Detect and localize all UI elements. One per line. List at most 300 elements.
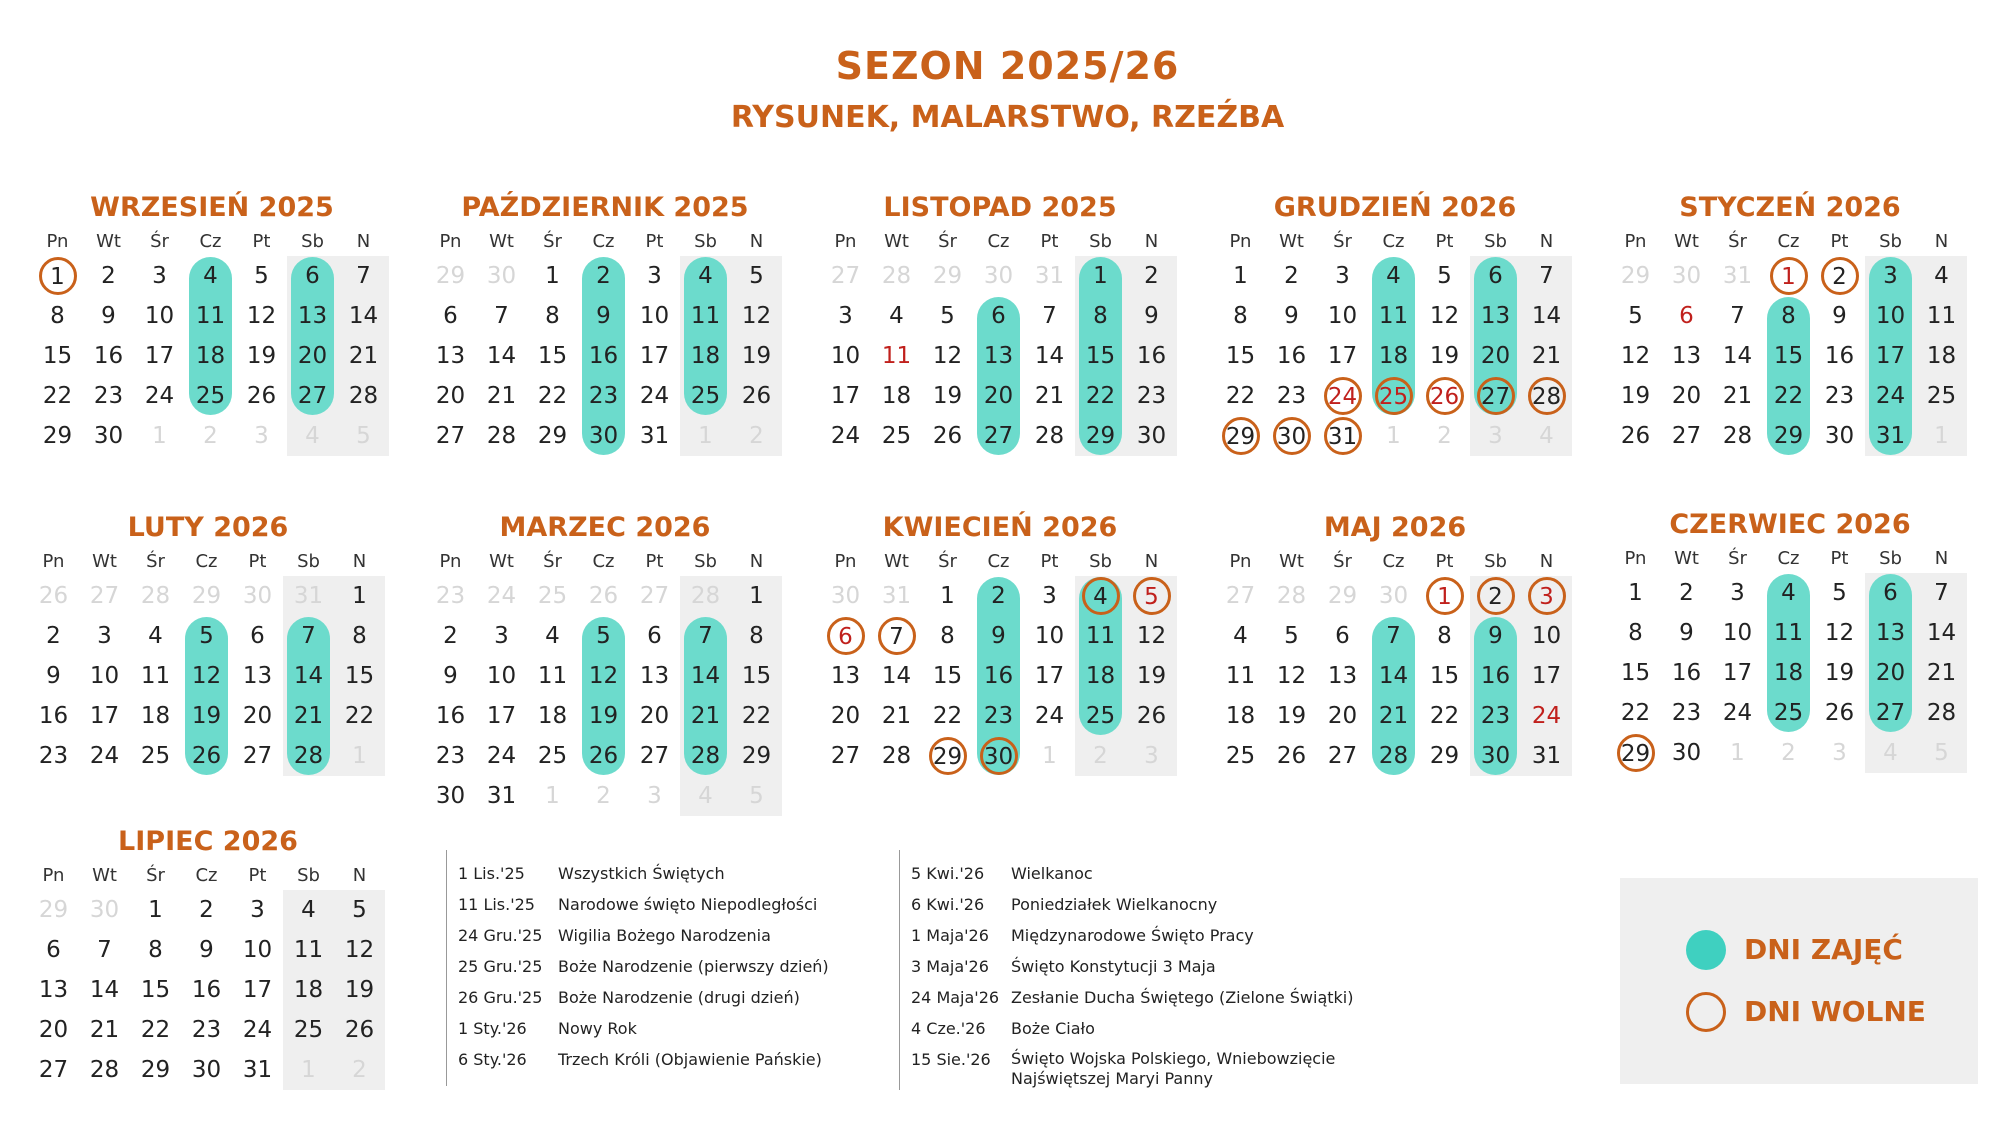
day-cell: 12 bbox=[741, 303, 772, 329]
day-cell: 18 bbox=[1085, 663, 1116, 689]
weekday-header: N bbox=[1934, 548, 1949, 569]
day-cell: 6 bbox=[991, 303, 1006, 329]
day-cell: 18 bbox=[1378, 343, 1409, 369]
holiday-date: 25 Gru.'25 bbox=[458, 957, 543, 976]
day-cell: 5 bbox=[352, 897, 367, 923]
day-cell: 13 bbox=[38, 977, 69, 1003]
day-cell: 18 bbox=[195, 343, 226, 369]
holiday-row bbox=[901, 889, 1461, 920]
weekday-header: Wt bbox=[1279, 551, 1304, 572]
day-cell: 30 bbox=[191, 1057, 222, 1083]
day-cell: 14 bbox=[293, 663, 324, 689]
other-month-day: 1 bbox=[352, 743, 367, 769]
day-cell: 7 bbox=[698, 623, 713, 649]
day-cell: 26 bbox=[1276, 743, 1307, 769]
day-cell: 25 bbox=[690, 383, 721, 409]
day-cell: 31 bbox=[639, 423, 670, 449]
day-cell: 14 bbox=[1034, 343, 1065, 369]
holiday-date: 26 Gru.'25 bbox=[458, 988, 543, 1007]
other-month-day: 1 bbox=[301, 1057, 316, 1083]
day-cell: 22 bbox=[140, 1017, 171, 1043]
other-month-day: 2 bbox=[1437, 423, 1452, 449]
holiday-row bbox=[448, 858, 888, 889]
day-cell: 6 bbox=[46, 937, 61, 963]
other-month-day: 31 bbox=[881, 583, 912, 609]
other-month-day: 28 bbox=[881, 263, 912, 289]
holiday-row bbox=[448, 982, 888, 1013]
day-cell: 1 bbox=[1233, 263, 1248, 289]
day-cell: 27 bbox=[1470, 376, 1521, 416]
other-month-day: 27 bbox=[639, 583, 670, 609]
day-cell: 10 bbox=[1034, 623, 1065, 649]
day-cell: 4 bbox=[1075, 576, 1126, 616]
weekday-header: Śr bbox=[543, 551, 562, 572]
day-cell: 25 bbox=[195, 383, 226, 409]
day-cell: 2 bbox=[101, 263, 116, 289]
day-cell: 30 bbox=[1671, 740, 1702, 766]
day-cell: 8 bbox=[148, 937, 163, 963]
day-cell: 12 bbox=[932, 343, 963, 369]
day-cell: 23 bbox=[1136, 383, 1167, 409]
day-cell: 1 bbox=[1093, 263, 1108, 289]
other-month-day: 1 bbox=[698, 423, 713, 449]
day-cell: 19 bbox=[588, 703, 619, 729]
weekday-header: Śr bbox=[1333, 231, 1352, 252]
day-cell: 5 bbox=[254, 263, 269, 289]
other-month-day: 30 bbox=[983, 263, 1014, 289]
weekday-header: Pt bbox=[248, 865, 267, 886]
day-cell: 30 bbox=[1480, 743, 1511, 769]
weekday-header: Pt bbox=[248, 551, 267, 572]
month-grid bbox=[28, 548, 388, 776]
holiday-name: Święto Wojska Polskiego, Wniebowzięcie Najświętszej Maryi Panny bbox=[1011, 1049, 1336, 1088]
day-cell: 23 bbox=[38, 743, 69, 769]
weekday-header: Sb bbox=[297, 551, 320, 572]
weekday-header: Wt bbox=[1674, 231, 1699, 252]
day-cell: 1 bbox=[545, 263, 560, 289]
day-cell: 6 bbox=[443, 303, 458, 329]
holiday-row bbox=[901, 858, 1461, 889]
day-cell: 29 bbox=[1215, 416, 1266, 456]
day-cell: 26 bbox=[1620, 423, 1651, 449]
day-cell: 29 bbox=[1773, 423, 1804, 449]
holiday-date: 1 Lis.'25 bbox=[458, 864, 525, 883]
day-cell: 12 bbox=[191, 663, 222, 689]
day-cell: 8 bbox=[1093, 303, 1108, 329]
orange-circle-icon bbox=[1686, 992, 1726, 1032]
other-month-day: 2 bbox=[203, 423, 218, 449]
day-cell: 7 bbox=[356, 263, 371, 289]
day-cell: 7 bbox=[97, 937, 112, 963]
weekday-header: Pn bbox=[1624, 548, 1647, 569]
day-cell: 14 bbox=[348, 303, 379, 329]
day-cell: 11 bbox=[1773, 620, 1804, 646]
other-month-day: 28 bbox=[140, 583, 171, 609]
day-cell: 21 bbox=[881, 703, 912, 729]
day-cell: 22 bbox=[1085, 383, 1116, 409]
day-cell: 9 bbox=[1144, 303, 1159, 329]
holiday-date: 1 Maja'26 bbox=[911, 926, 989, 945]
weekday-header: Cz bbox=[1777, 231, 1800, 252]
day-cell: 24 bbox=[144, 383, 175, 409]
day-cell: 28 bbox=[293, 743, 324, 769]
weekday-header: Pn bbox=[1229, 551, 1252, 572]
holiday-name: Poniedziałek Wielkanocny bbox=[1011, 895, 1218, 914]
day-cell: 4 bbox=[203, 263, 218, 289]
other-month-day: 4 bbox=[305, 423, 320, 449]
holiday-list-left bbox=[448, 858, 888, 1075]
weekday-header: Cz bbox=[1382, 231, 1405, 252]
day-cell: 23 bbox=[983, 703, 1014, 729]
weekday-header: Cz bbox=[1382, 551, 1405, 572]
legend-divider bbox=[446, 850, 447, 1086]
day-cell: 16 bbox=[435, 703, 466, 729]
other-month-day: 27 bbox=[89, 583, 120, 609]
day-cell: 16 bbox=[1480, 663, 1511, 689]
day-cell: 21 bbox=[89, 1017, 120, 1043]
day-cell: 24 bbox=[242, 1017, 273, 1043]
day-cell: 2 bbox=[199, 897, 214, 923]
weekday-header: Cz bbox=[987, 231, 1010, 252]
day-cell: 7 bbox=[1934, 580, 1949, 606]
day-cell: 6 bbox=[1488, 263, 1503, 289]
weekday-header: Wt bbox=[884, 551, 909, 572]
day-cell: 27 bbox=[435, 423, 466, 449]
day-cell: 29 bbox=[1610, 733, 1661, 773]
day-cell: 1 bbox=[749, 583, 764, 609]
holiday-date: 15 Sie.'26 bbox=[911, 1050, 991, 1069]
page-subtitle: RYSUNEK, MALARSTWO, RZEŹBA bbox=[730, 100, 1285, 135]
other-month-day: 2 bbox=[596, 783, 611, 809]
day-cell: 13 bbox=[983, 343, 1014, 369]
day-cell: 6 bbox=[1679, 303, 1694, 329]
day-cell: 26 bbox=[1419, 376, 1470, 416]
day-cell: 23 bbox=[93, 383, 124, 409]
day-cell: 26 bbox=[344, 1017, 375, 1043]
day-cell: 22 bbox=[537, 383, 568, 409]
day-cell: 19 bbox=[1136, 663, 1167, 689]
day-cell: 7 bbox=[1539, 263, 1554, 289]
other-month-day: 3 bbox=[1144, 743, 1159, 769]
day-cell: 13 bbox=[1671, 343, 1702, 369]
holiday-name: Zesłanie Ducha Świętego (Zielone Świątki) bbox=[1011, 988, 1354, 1007]
weekday-header: Wt bbox=[1674, 548, 1699, 569]
day-cell: 21 bbox=[690, 703, 721, 729]
day-cell: 12 bbox=[1276, 663, 1307, 689]
holiday-name: Nowy Rok bbox=[558, 1019, 637, 1038]
day-cell: 8 bbox=[940, 623, 955, 649]
other-month-day: 29 bbox=[191, 583, 222, 609]
day-cell: 27 bbox=[1327, 743, 1358, 769]
day-cell: 9 bbox=[1488, 623, 1503, 649]
holiday-date: 24 Gru.'25 bbox=[458, 926, 543, 945]
day-cell: 27 bbox=[830, 743, 861, 769]
day-cell: 16 bbox=[1671, 660, 1702, 686]
day-cell: 16 bbox=[38, 703, 69, 729]
month-grid bbox=[1215, 228, 1575, 456]
day-cell: 22 bbox=[1773, 383, 1804, 409]
day-cell: 24 bbox=[1875, 383, 1906, 409]
day-cell: 30 bbox=[1824, 423, 1855, 449]
day-cell: 11 bbox=[690, 303, 721, 329]
month-grid bbox=[28, 862, 388, 1090]
weekday-header: Pt bbox=[1830, 231, 1849, 252]
day-cell: 1 bbox=[1628, 580, 1643, 606]
day-cell: 4 bbox=[698, 263, 713, 289]
day-cell: 5 bbox=[199, 623, 214, 649]
day-cell: 13 bbox=[1480, 303, 1511, 329]
day-cell: 27 bbox=[983, 423, 1014, 449]
day-cell: 15 bbox=[1773, 343, 1804, 369]
day-cell: 23 bbox=[588, 383, 619, 409]
other-month-day: 2 bbox=[1093, 743, 1108, 769]
day-cell: 16 bbox=[983, 663, 1014, 689]
day-cell: 2 bbox=[991, 583, 1006, 609]
legend-classes-label: DNI ZAJĘĆ bbox=[1744, 933, 1903, 966]
day-cell: 26 bbox=[741, 383, 772, 409]
holiday-date: 4 Cze.'26 bbox=[911, 1019, 986, 1038]
day-cell: 27 bbox=[242, 743, 273, 769]
day-cell: 28 bbox=[89, 1057, 120, 1083]
weekday-header: Cz bbox=[195, 865, 218, 886]
other-month-day: 3 bbox=[1488, 423, 1503, 449]
day-cell: 11 bbox=[195, 303, 226, 329]
holiday-date: 24 Maja'26 bbox=[911, 988, 1000, 1007]
weekday-header: N bbox=[352, 551, 367, 572]
weekday-header: Pn bbox=[42, 865, 65, 886]
day-cell: 15 bbox=[1085, 343, 1116, 369]
day-cell: 26 bbox=[246, 383, 277, 409]
weekday-header: Pt bbox=[1040, 551, 1059, 572]
holiday-row bbox=[448, 920, 888, 951]
other-month-day: 26 bbox=[38, 583, 69, 609]
day-cell: 30 bbox=[435, 783, 466, 809]
holiday-date: 3 Maja'26 bbox=[911, 957, 989, 976]
holiday-name: Międzynarodowe Święto Pracy bbox=[1011, 926, 1254, 945]
day-cell: 29 bbox=[140, 1057, 171, 1083]
other-month-day: 1 bbox=[1730, 740, 1745, 766]
day-cell: 9 bbox=[1832, 303, 1847, 329]
day-cell: 10 bbox=[1875, 303, 1906, 329]
other-month-day: 27 bbox=[830, 263, 861, 289]
day-cell: 30 bbox=[1136, 423, 1167, 449]
month-calendar bbox=[28, 508, 388, 776]
weekday-header: Cz bbox=[987, 551, 1010, 572]
day-cell: 26 bbox=[1824, 700, 1855, 726]
day-cell: 3 bbox=[838, 303, 853, 329]
day-cell: 3 bbox=[1042, 583, 1057, 609]
day-cell: 24 bbox=[1722, 700, 1753, 726]
day-cell: 24 bbox=[1317, 376, 1368, 416]
day-cell: 31 bbox=[486, 783, 517, 809]
day-cell: 13 bbox=[435, 343, 466, 369]
weekday-header: N bbox=[356, 231, 371, 252]
month-name: MARZEC 2026 bbox=[499, 512, 711, 543]
weekday-header: Sb bbox=[297, 865, 320, 886]
day-cell: 17 bbox=[1327, 343, 1358, 369]
other-month-day: 4 bbox=[698, 783, 713, 809]
day-cell: 6 bbox=[305, 263, 320, 289]
day-cell: 19 bbox=[1620, 383, 1651, 409]
day-cell: 20 bbox=[1875, 660, 1906, 686]
day-cell: 11 bbox=[537, 663, 568, 689]
other-month-day: 29 bbox=[932, 263, 963, 289]
day-cell: 12 bbox=[344, 937, 375, 963]
day-cell: 28 bbox=[1378, 743, 1409, 769]
other-month-day: 3 bbox=[254, 423, 269, 449]
other-month-day: 25 bbox=[537, 583, 568, 609]
weekday-header: Śr bbox=[1728, 548, 1747, 569]
day-cell: 19 bbox=[1276, 703, 1307, 729]
weekday-header: Pn bbox=[1624, 231, 1647, 252]
day-cell: 1 bbox=[148, 897, 163, 923]
day-cell: 9 bbox=[46, 663, 61, 689]
other-month-day: 31 bbox=[293, 583, 324, 609]
day-cell: 18 bbox=[1773, 660, 1804, 686]
day-cell: 14 bbox=[1722, 343, 1753, 369]
day-cell: 11 bbox=[1378, 303, 1409, 329]
day-cell: 12 bbox=[1620, 343, 1651, 369]
legend-divider bbox=[899, 850, 900, 1090]
day-cell: 25 bbox=[1225, 743, 1256, 769]
weekday-header: Śr bbox=[146, 865, 165, 886]
day-cell: 31 bbox=[242, 1057, 273, 1083]
day-cell: 10 bbox=[1722, 620, 1753, 646]
month-grid bbox=[425, 548, 785, 816]
weekday-header: Pn bbox=[42, 551, 65, 572]
day-cell: 22 bbox=[1620, 700, 1651, 726]
day-cell: 8 bbox=[1437, 623, 1452, 649]
day-cell: 8 bbox=[749, 623, 764, 649]
day-cell: 27 bbox=[1671, 423, 1702, 449]
other-month-day: 1 bbox=[152, 423, 167, 449]
weekday-header: Śr bbox=[1333, 551, 1352, 572]
day-cell: 18 bbox=[293, 977, 324, 1003]
weekday-header: Pt bbox=[645, 231, 664, 252]
day-cell: 23 bbox=[435, 743, 466, 769]
weekday-header: Pt bbox=[1830, 548, 1849, 569]
day-cell: 24 bbox=[89, 743, 120, 769]
day-cell: 10 bbox=[89, 663, 120, 689]
other-month-day: 1 bbox=[545, 783, 560, 809]
day-cell: 26 bbox=[588, 743, 619, 769]
day-cell: 16 bbox=[588, 343, 619, 369]
day-cell: 10 bbox=[1531, 623, 1562, 649]
other-month-day: 2 bbox=[352, 1057, 367, 1083]
legend-off-label: DNI WOLNE bbox=[1744, 995, 1926, 1028]
holiday-row bbox=[901, 1013, 1461, 1044]
weekday-header: Sb bbox=[1484, 551, 1507, 572]
other-month-day: 2 bbox=[1781, 740, 1796, 766]
month-name: STYCZEŃ 2026 bbox=[1679, 192, 1901, 223]
day-cell: 4 bbox=[1386, 263, 1401, 289]
weekday-header: Sb bbox=[1089, 551, 1112, 572]
day-cell: 9 bbox=[1679, 620, 1694, 646]
day-cell: 25 bbox=[293, 1017, 324, 1043]
day-cell: 22 bbox=[741, 703, 772, 729]
other-month-day: 1 bbox=[1386, 423, 1401, 449]
other-month-day: 5 bbox=[749, 783, 764, 809]
day-cell: 30 bbox=[93, 423, 124, 449]
day-cell: 1 bbox=[352, 583, 367, 609]
weekday-header: N bbox=[749, 231, 764, 252]
weekday-header: Pt bbox=[1435, 231, 1454, 252]
day-cell: 5 bbox=[1437, 263, 1452, 289]
month-name: LUTY 2026 bbox=[127, 512, 289, 543]
day-cell: 25 bbox=[881, 423, 912, 449]
day-cell: 30 bbox=[973, 736, 1024, 776]
day-cell: 5 bbox=[1628, 303, 1643, 329]
day-cell: 29 bbox=[922, 736, 973, 776]
holiday-date: 11 Lis.'25 bbox=[458, 895, 535, 914]
day-cell: 15 bbox=[1620, 660, 1651, 686]
month-name: WRZESIEŃ 2025 bbox=[90, 192, 334, 223]
day-cell: 8 bbox=[1233, 303, 1248, 329]
weekday-header: Sb bbox=[694, 551, 717, 572]
day-cell: 17 bbox=[242, 977, 273, 1003]
day-cell: 20 bbox=[1671, 383, 1702, 409]
day-cell: 28 bbox=[1521, 376, 1572, 416]
holiday-row bbox=[901, 951, 1461, 982]
day-cell: 3 bbox=[1335, 263, 1350, 289]
day-cell: 6 bbox=[1883, 580, 1898, 606]
month-calendar bbox=[32, 188, 392, 456]
other-month-day: 30 bbox=[242, 583, 273, 609]
holiday-row bbox=[448, 889, 888, 920]
day-cell: 12 bbox=[1429, 303, 1460, 329]
weekday-header: Wt bbox=[884, 231, 909, 252]
day-cell: 13 bbox=[242, 663, 273, 689]
day-cell: 14 bbox=[1378, 663, 1409, 689]
holiday-date: 1 Sty.'26 bbox=[458, 1019, 527, 1038]
day-cell: 7 bbox=[1042, 303, 1057, 329]
day-cell: 13 bbox=[830, 663, 861, 689]
day-cell: 2 bbox=[1679, 580, 1694, 606]
holiday-row bbox=[901, 1044, 1461, 1088]
day-cell: 11 bbox=[1926, 303, 1957, 329]
day-cell: 18 bbox=[881, 383, 912, 409]
day-cell: 4 bbox=[889, 303, 904, 329]
holiday-name: Narodowe święto Niepodległości bbox=[558, 895, 818, 914]
day-cell: 27 bbox=[297, 383, 328, 409]
day-cell: 8 bbox=[545, 303, 560, 329]
day-cell: 23 bbox=[1276, 383, 1307, 409]
other-month-day: 3 bbox=[647, 783, 662, 809]
day-cell: 22 bbox=[42, 383, 73, 409]
day-cell: 5 bbox=[1126, 576, 1177, 616]
day-cell: 21 bbox=[1531, 343, 1562, 369]
month-name: MAJ 2026 bbox=[1323, 512, 1467, 543]
holiday-name: Święto Konstytucji 3 Maja bbox=[1011, 957, 1216, 976]
day-cell: 10 bbox=[242, 937, 273, 963]
holiday-list-right bbox=[901, 858, 1461, 1088]
day-cell: 21 bbox=[1034, 383, 1065, 409]
other-month-day: 29 bbox=[1620, 263, 1651, 289]
other-month-day: 30 bbox=[1378, 583, 1409, 609]
day-cell: 18 bbox=[537, 703, 568, 729]
day-cell: 21 bbox=[1378, 703, 1409, 729]
month-calendar bbox=[425, 508, 785, 816]
other-month-day: 30 bbox=[830, 583, 861, 609]
weekday-header: Sb bbox=[1484, 231, 1507, 252]
day-cell: 29 bbox=[537, 423, 568, 449]
other-month-day: 28 bbox=[1276, 583, 1307, 609]
weekday-header: Śr bbox=[938, 551, 957, 572]
weekday-header: N bbox=[749, 551, 764, 572]
day-cell: 21 bbox=[486, 383, 517, 409]
day-cell: 13 bbox=[1327, 663, 1358, 689]
month-grid bbox=[1610, 228, 1970, 456]
